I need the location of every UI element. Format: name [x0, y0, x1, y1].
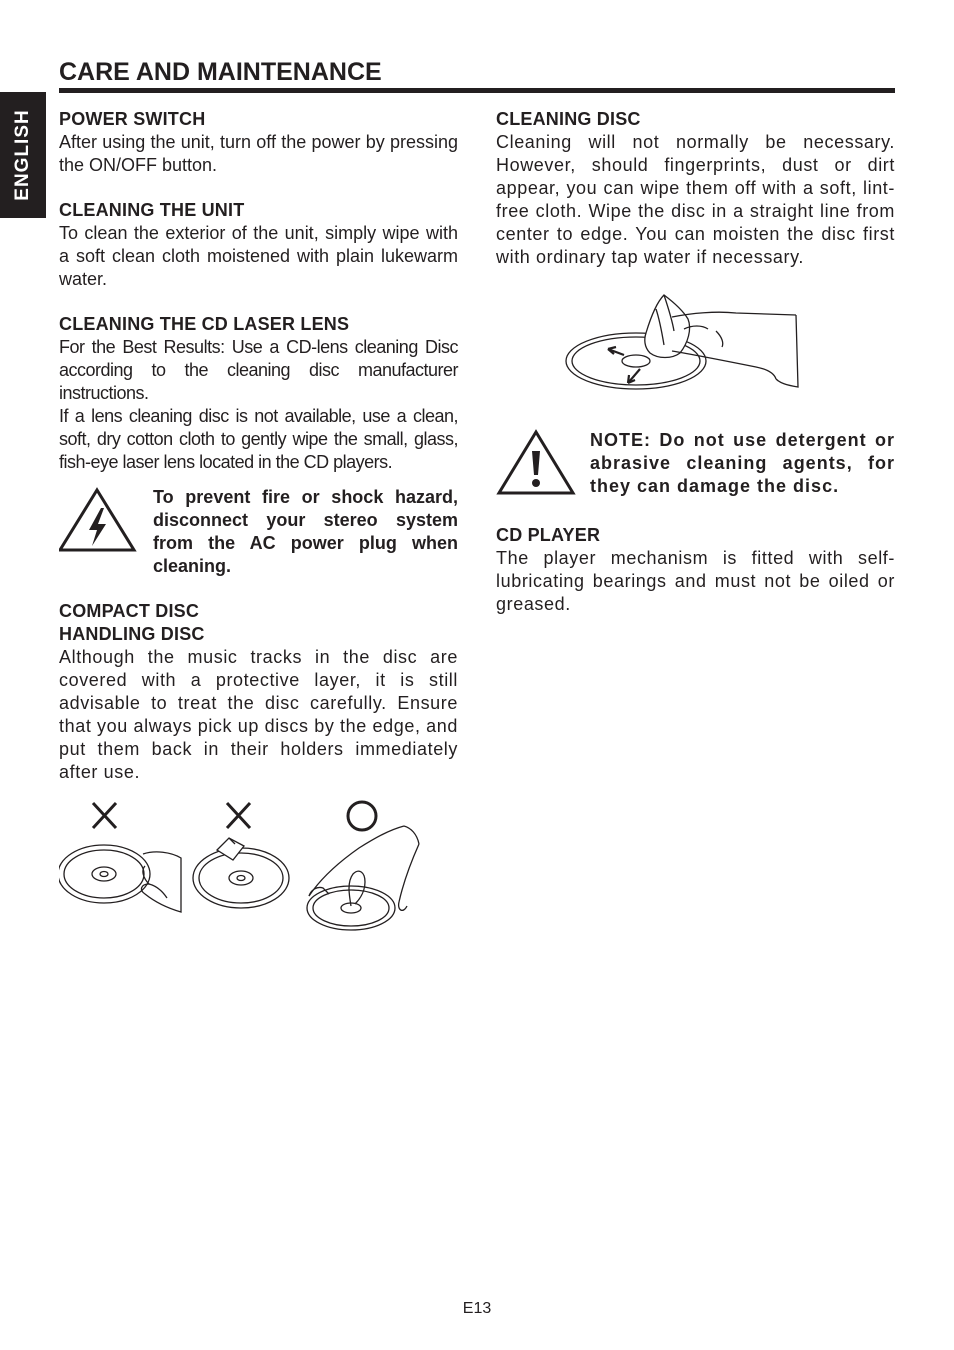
wiping-disc-with-cloth-icon — [496, 289, 895, 399]
cd-player-heading: CD PLAYER — [496, 525, 601, 545]
correct-mark-icon — [348, 802, 376, 830]
note-text: NOTE: Do not use detergent or abrasive cleaning agents, for they can damage the disc. — [590, 430, 895, 496]
lightning-warning-icon — [59, 486, 153, 559]
shock-warning — [59, 486, 458, 578]
disc-handling-figure — [59, 798, 429, 933]
title-rule — [59, 88, 895, 93]
exclamation-warning-icon — [496, 429, 590, 502]
note-warning — [496, 429, 895, 502]
power-switch-body: After using the unit, turn off the power by pressing the ON/OFF button. — [59, 132, 458, 175]
power-switch-heading: POWER SWITCH — [59, 109, 206, 129]
compact-disc-heading: COMPACT DISC — [59, 601, 200, 621]
shock-warning-text: To prevent fire or shock hazard, disconnect your stereo system from the AC power plug when cleaning. — [153, 487, 458, 576]
language-tab-label: ENGLISH — [12, 109, 33, 201]
disc-with-label-sticker-icon — [193, 838, 289, 908]
cleaning-lens-body-1: For the Best Results: Use a CD-lens cleaning Disc according to the cleaning disc manufacturer instructions. — [59, 337, 458, 403]
cleaning-unit-heading: CLEANING THE UNIT — [59, 200, 245, 220]
language-tab — [0, 92, 46, 218]
disc-held-by-surface-icon — [59, 845, 181, 912]
cleaning-lens-body-2: If a lens cleaning disc is not available, use a clean, soft, dry cotton cloth to gently wipe the small, glass, fish-eye laser lens located in the CD players. — [59, 406, 458, 472]
cleaning-lens-heading: CLEANING THE CD LASER LENS — [59, 314, 350, 334]
wrong-mark-icon — [93, 803, 116, 828]
cleaning-unit-body: To clean the exterior of the unit, simply wipe with a soft clean cloth moistened with plain lukewarm water. — [59, 223, 458, 289]
page-number: E13 — [462, 1300, 492, 1317]
wrong-mark-icon — [227, 803, 250, 828]
right-column — [496, 108, 895, 616]
handling-disc-body: Although the music tracks in the disc are covered with a protective layer, it is still advisable to treat the disc carefully. Ensure that you always pick up discs by the edge, and put them back in their holders immediately after use. — [59, 647, 458, 782]
cd-player-body: The player mechanism is fitted with self-lubricating bearings and must not be oiled or greased. — [496, 548, 895, 614]
handling-disc-heading: HANDLING DISC — [59, 624, 205, 644]
cleaning-disc-heading: CLEANING DISC — [496, 109, 641, 129]
left-column — [59, 108, 458, 933]
page-title: CARE AND MAINTENANCE — [59, 58, 382, 86]
disc-held-by-edge-and-center-icon — [307, 826, 419, 930]
cleaning-disc-body: Cleaning will not normally be necessary. However, should fingerprints, dust or dirt appear, you can wipe them off with a soft, lint-free cloth. Wipe the disc in a straight line from center to edge. You can moisten the disc first with ordinary tap water if necessary. — [496, 132, 895, 267]
